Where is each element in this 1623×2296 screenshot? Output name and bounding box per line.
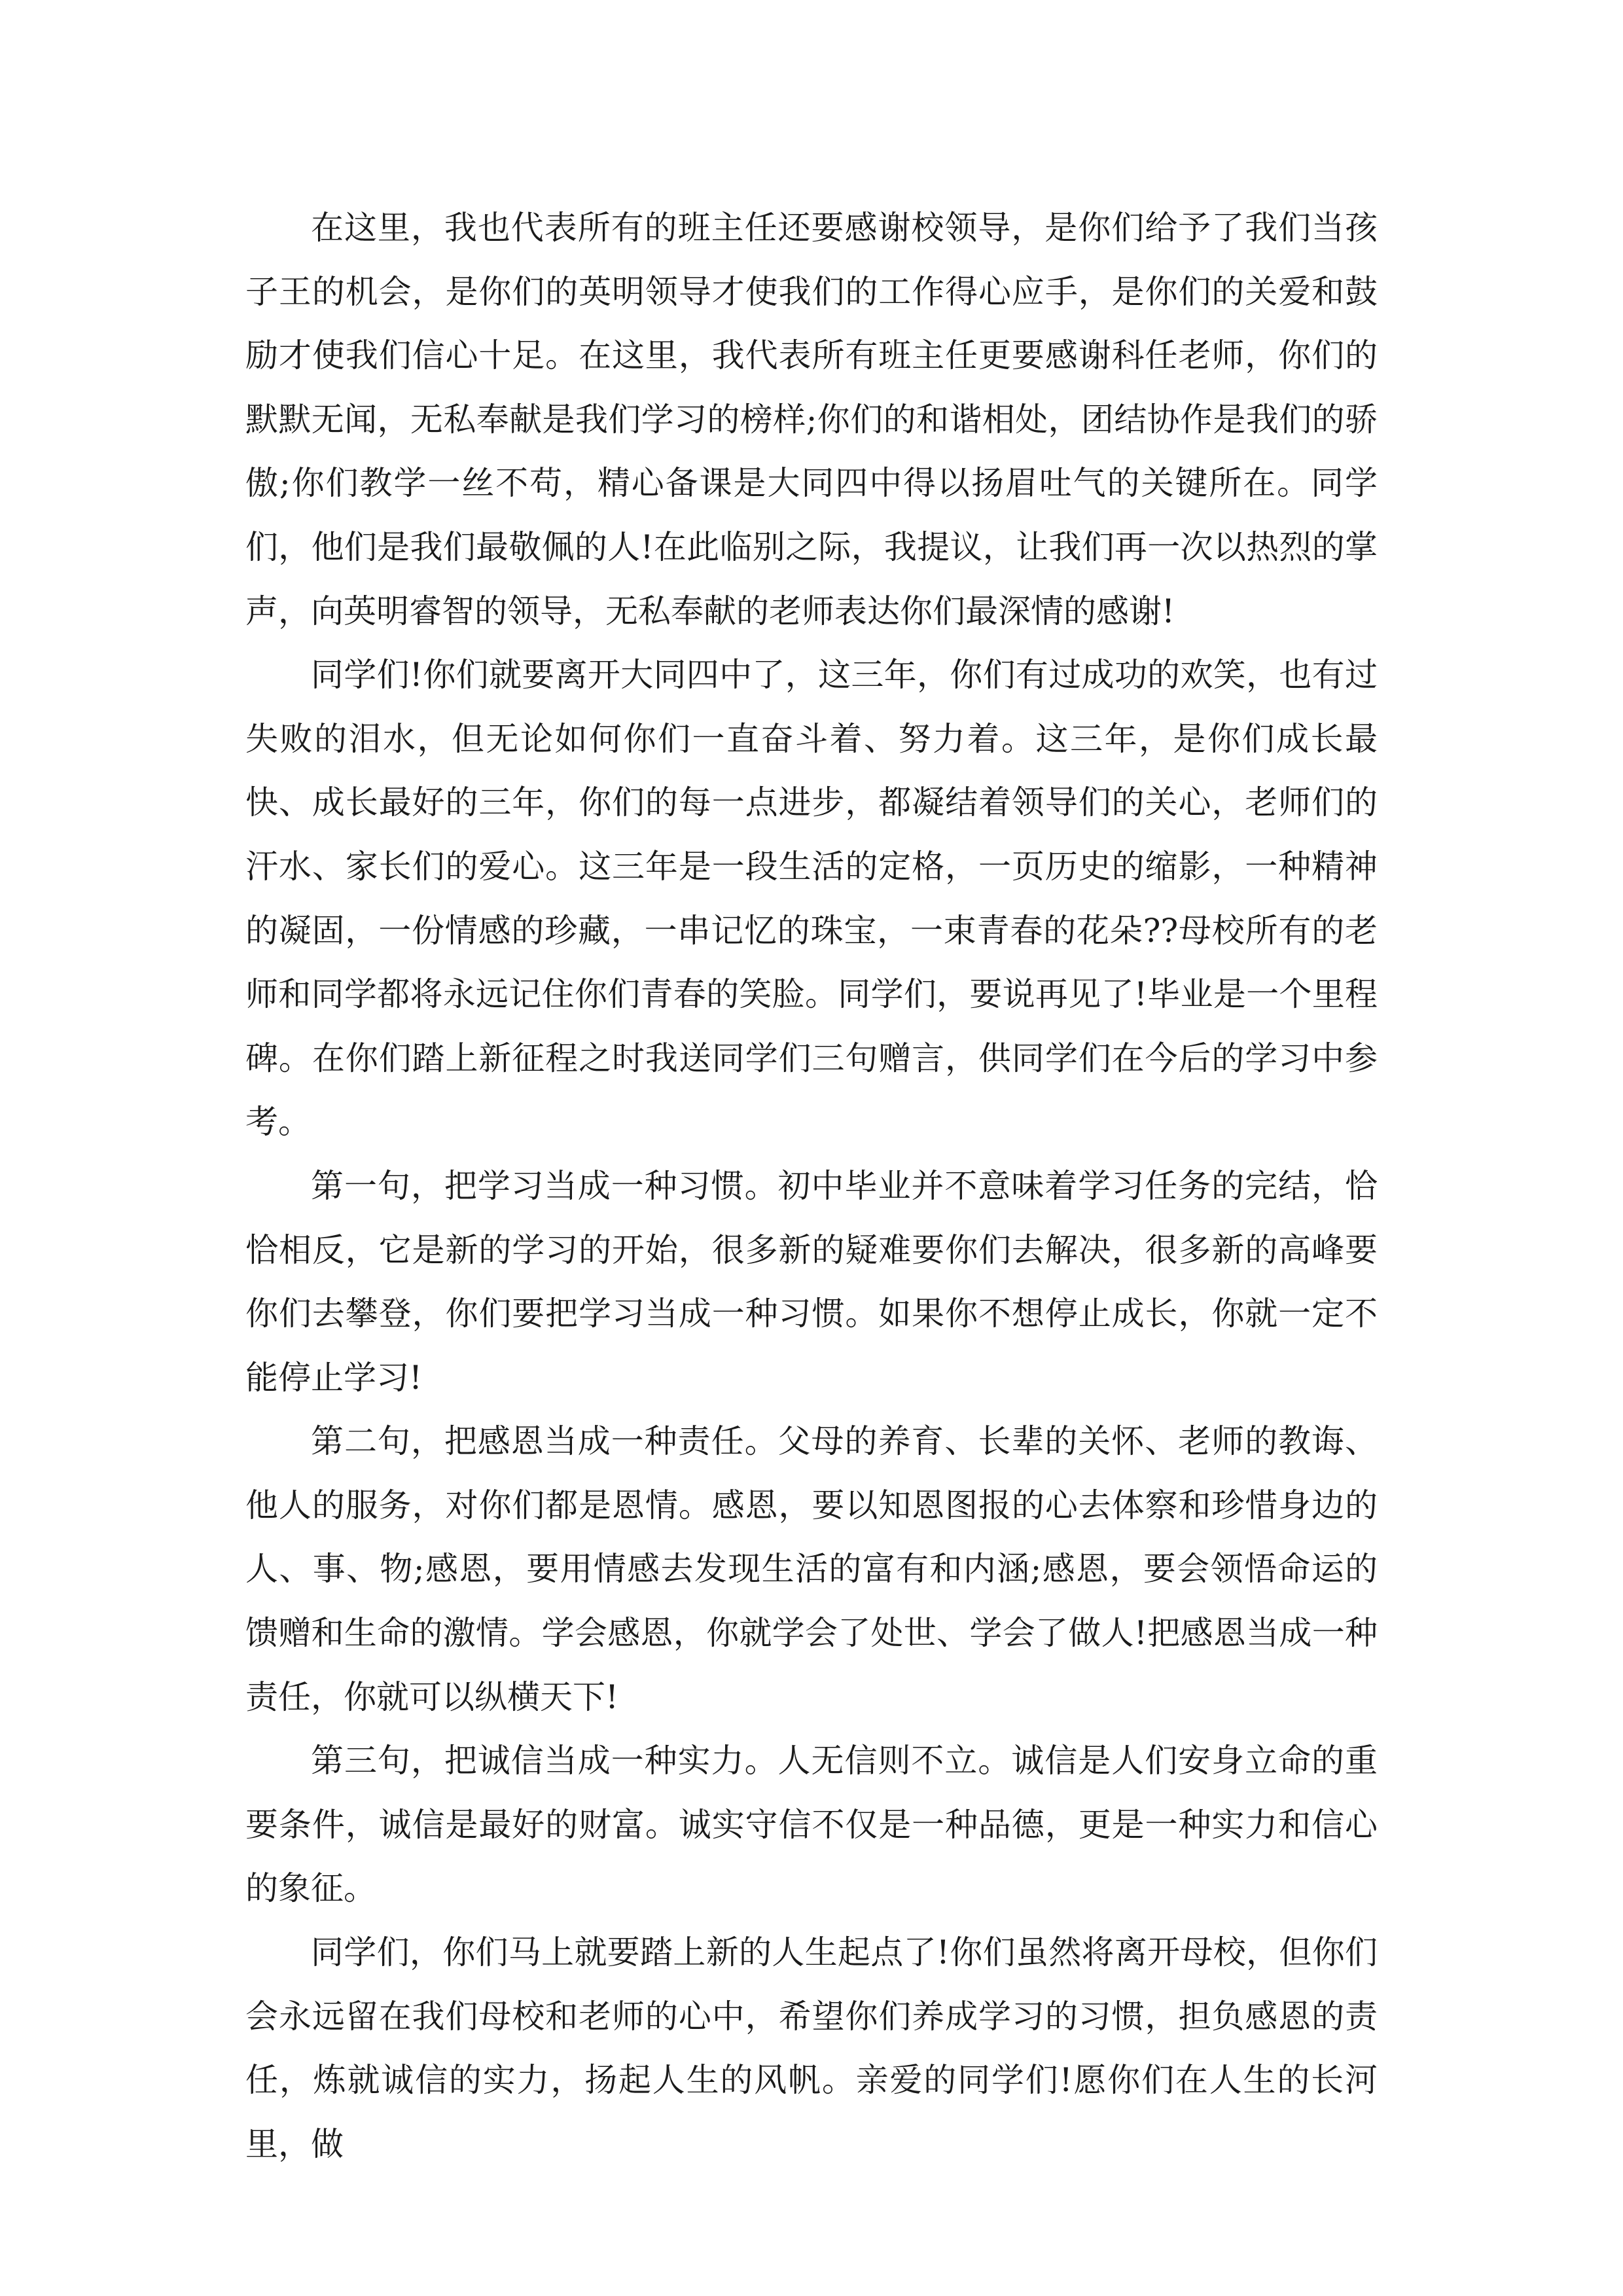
paragraph-6: 同学们，你们马上就要踏上新的人生起点了!你们虽然将离开母校，但你们会永远留在我们母校和老师的心中，希望你们养成学习的习惯，担负感恩的责任，炼就诚信的实力，扬起人生的风帆。亲爱的同学们!愿你们在人生的长河里，做 <box>245 1933 1378 2163</box>
paragraph-1: 在这里，我也代表所有的班主任还要感谢校领导，是你们给予了我们当孩子王的机会，是你们的英明领导才使我们的工作得心应手，是你们的关爱和鼓励才使我们信心十足。在这里，我代表所有班主任更要感谢科任老师，你们的默默无闻，无私奉献是我们学习的榜样;你们的和谐相处，团结协作是我们的骄傲;你们教学一丝不苟，精心备课是大同四中得以扬眉吐气的关键所在。同学们，他们是我们最敬佩的人!在此临别之际，我提议，让我们再一次以热烈的掌声，向英明睿智的领导，无私奉献的老师表达你们最深情的感谢! <box>245 209 1378 630</box>
document-body <box>245 196 1378 2176</box>
paragraph-2: 同学们!你们就要离开大同四中了，这三年，你们有过成功的欢笑，也有过失败的泪水，但无论如何你们一直奋斗着、努力着。这三年，是你们成长最快、成长最好的三年，你们的每一点进步，都凝结着领导们的关心，老师们的汗水、家长们的爱心。这三年是一段生活的定格，一页历史的缩影，一种精神的凝固，一份情感的珍藏，一串记忆的珠宝，一束青春的花朵??母校所有的老师和同学都将永远记住你们青春的笑脸。同学们，要说再见了!毕业是一个里程碑。在你们踏上新征程之时我送同学们三句赠言，供同学们在今后的学习中参考。 <box>245 656 1378 1141</box>
paragraph-4: 第二句，把感恩当成一种责任。父母的养育、长辈的关怀、老师的教诲、他人的服务，对你们都是恩情。感恩，要以知恩图报的心去体察和珍惜身边的人、事、物;感恩，要用情感去发现生活的富有和内涵;感恩，要会领悟命运的馈赠和生命的激情。学会感恩，你就学会了处世、学会了做人!把感恩当成一种责任，你就可以纵横天下! <box>245 1422 1378 1716</box>
paragraph-5: 第三句，把诚信当成一种实力。人无信则不立。诚信是人们安身立命的重要条件，诚信是最好的财富。诚实守信不仅是一种品德，更是一种实力和信心的象征。 <box>245 1742 1378 1908</box>
paragraph-3: 第一句，把学习当成一种习惯。初中毕业并不意味着学习任务的完结，恰恰相反，它是新的学习的开始，很多新的疑难要你们去解决，很多新的高峰要你们去攀登，你们要把学习当成一种习惯。如果你不想停止成长，你就一定不能停止学习! <box>245 1166 1378 1397</box>
